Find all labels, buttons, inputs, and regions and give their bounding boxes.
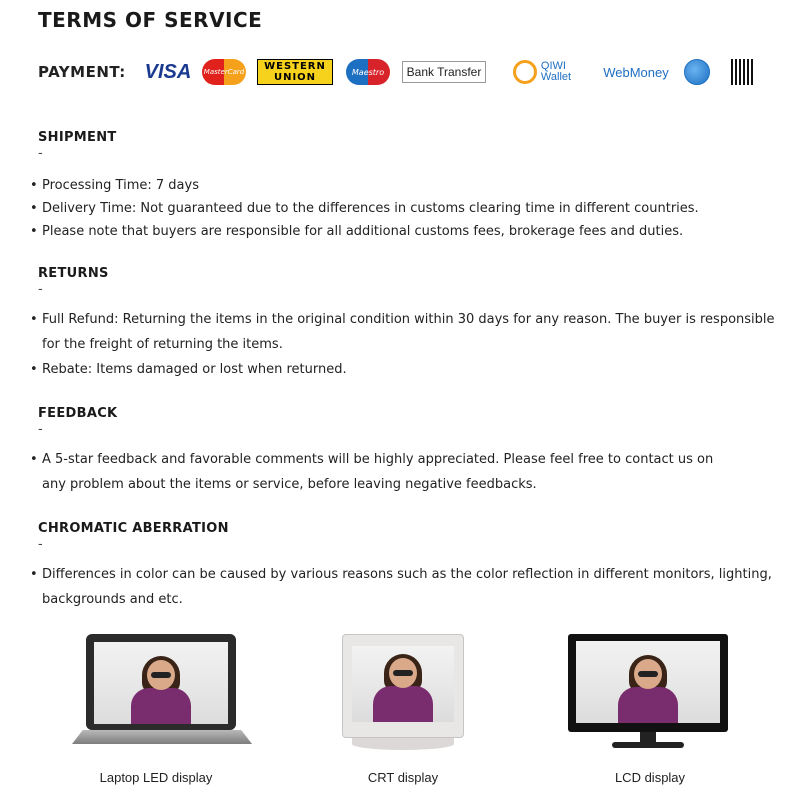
qiwi-line1: QIWI (540, 60, 566, 72)
chromatic-aberration-dash: - (38, 537, 43, 552)
western-union-line1: WESTERN (264, 61, 326, 72)
page-title: TERMS OF SERVICE (38, 8, 263, 32)
list-item: • Rebate: Items damaged or lost when returned. (30, 357, 775, 382)
list-item: • Processing Time: 7 days (30, 174, 775, 197)
returns-list (30, 307, 775, 382)
mastercard-logo (200, 56, 248, 88)
shipment-heading: SHIPMENT (38, 130, 117, 145)
qiwi-wallet-logo (498, 56, 586, 88)
feedback-list (30, 447, 730, 497)
western-union-logo (256, 56, 334, 88)
maestro-logo-text: Maestro (346, 59, 390, 85)
returns-heading: RETURNS (38, 266, 109, 281)
display-comparison (0, 630, 800, 800)
qiwi-line2: Wallet (540, 71, 572, 83)
crt-display-image (342, 634, 464, 758)
qiwi-circle-icon (513, 60, 537, 84)
list-item: • Delivery Time: Not guaranteed due to the differences in customs clearing time in different countries. (30, 197, 775, 220)
visa-logo: VISA (144, 60, 192, 83)
list-item: • Full Refund: Returning the items in the original condition within 30 days for any reason. The buyer is responsible for the freight of returning the items. (30, 307, 775, 357)
shipment-dash: - (38, 146, 43, 161)
list-item: • Differences in color can be caused by various reasons such as the color reflection in different monitors, lighting, backgrounds and etc. (30, 562, 775, 612)
bank-transfer-logo (400, 56, 488, 88)
webmoney-logo: WebMoney (603, 64, 669, 80)
feedback-heading: FEEDBACK (38, 406, 118, 421)
chromatic-aberration-heading: CHROMATIC ABERRATION (38, 521, 229, 536)
payment-row (38, 56, 768, 88)
payment-label: PAYMENT: (38, 63, 126, 81)
boleto-barcode-icon (728, 56, 758, 88)
chromatic-aberration-list (30, 562, 775, 612)
western-union-line2: UNION (273, 72, 317, 83)
feedback-dash: - (38, 422, 43, 437)
lcd-display-image (568, 634, 728, 758)
list-item: • A 5-star feedback and favorable comments will be highly appreciated. Please feel free to contact us on any problem about the items or service, before leaving negative feedbacks. (30, 447, 730, 497)
laptop-display-image (72, 634, 252, 754)
list-item: • Please note that buyers are responsible for all additional customs fees, brokerage fees and duties. (30, 220, 775, 243)
laptop-caption: Laptop LED display (99, 770, 213, 785)
lcd-caption: LCD display (614, 770, 686, 785)
mastercard-logo-text: MasterCard (202, 59, 246, 85)
returns-dash: - (38, 282, 43, 297)
shipment-list (30, 174, 775, 243)
maestro-logo (344, 56, 392, 88)
webmoney-globe-icon (683, 56, 711, 88)
crt-caption: CRT display (367, 770, 439, 785)
bank-transfer-text: Bank Transfer (402, 61, 487, 83)
